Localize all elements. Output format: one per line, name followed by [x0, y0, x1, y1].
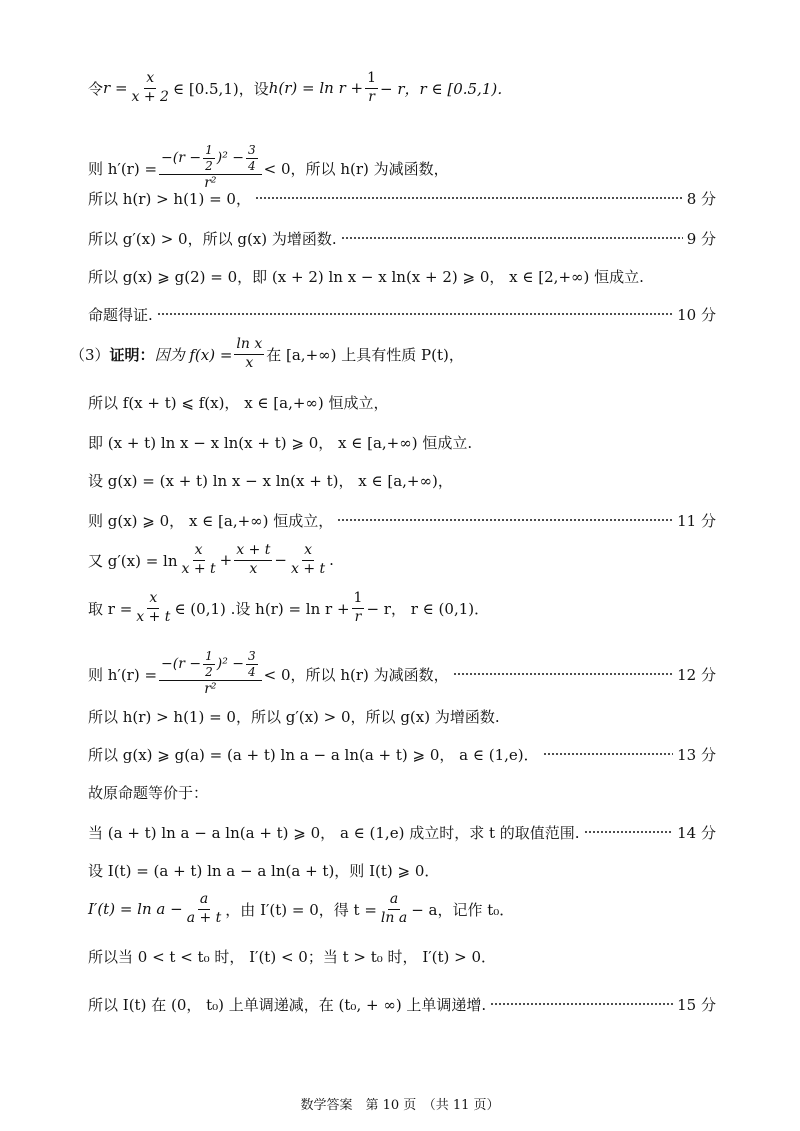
- fraction: −(r − $\frac{1}{2}$ )² − $\frac{3}{4}$ r²: [159, 650, 262, 698]
- fraction: $\frac{x + t}{x}$: [236, 542, 271, 577]
- line-f-inequality: 所以 f(x + t) ⩽ f(x)， x ∈ [a,+∞) 恒成立，: [88, 393, 389, 412]
- leader-dots: [543, 753, 673, 755]
- line-proved: 命题得证. 10 分: [88, 305, 716, 324]
- fraction: $\frac{x}{x + t}$: [181, 542, 216, 577]
- line-let-r: 令 r = $\frac{x}{x + 2}$ ∈ [0.5,1)，设 h(r) = ln r + $\frac{1}{r}$ − r， r ∈ [0.5,1)．: [88, 70, 513, 105]
- fraction: $\frac{1}{r}$: [367, 70, 377, 105]
- fraction: $\frac{x}{x + t}$: [136, 590, 171, 625]
- leader-dots: [341, 237, 683, 239]
- leader-dots: [584, 831, 674, 833]
- leader-dots: [157, 313, 673, 315]
- line-define-g: 设 g(x) = (x + t) ln x − x ln(x + t)， x ∈ [a,+∞)，: [88, 471, 453, 490]
- line-part3-proof: （3） 证明： 因为 f(x) = $\frac{\text{ln x}}{x}$ 在 [a,+∞) 上具有性质 P(t)，: [70, 336, 464, 371]
- leader-dots: [255, 197, 683, 199]
- score-label: 8 分: [686, 189, 716, 208]
- fraction: $\frac{a}{a + t}$: [186, 891, 222, 926]
- line-h-positive: 所以 h(r) > h(1) = 0， 8 分: [88, 189, 716, 208]
- fraction: −(r − $\frac{1}{2}$ )² − $\frac{3}{4}$ r²: [159, 144, 262, 192]
- fraction: $\frac{a}{\text{ln a}}$: [380, 891, 408, 926]
- line-find-t-range: 当 (a + t) ln a − a ln(a + t) ⩾ 0， a ∈ (1,e) 成立时，求 t 的取值范围. 14 分: [88, 823, 716, 842]
- score-label: 11 分: [677, 511, 716, 530]
- score-label: 10 分: [677, 305, 716, 324]
- line-h-g-increasing: 所以 h(r) > h(1) = 0，所以 g′(x) > 0，所以 g(x) 为增函数.: [88, 707, 500, 726]
- score-label: 9 分: [686, 229, 716, 248]
- line-I-derivative: I′(t) = ln a − $\frac{a}{a + t}$ ，由 I′(t) = 0，得 t = $\frac{a}{\text{ln a}}$ − a，记作 t₀．: [88, 891, 515, 926]
- score-label: 13 分: [677, 745, 716, 764]
- fraction: $\frac{x}{x + 2}$: [131, 70, 169, 105]
- line-derivative-h-2: 则 h′(r) = −(r − $\frac{1}{2}$ )² − $\frac{3}{4}$ r² < 0，所以 h(r) 为减函数， 12 分: [88, 649, 716, 698]
- line-equivalent-statement: 故原命题等价于：: [88, 783, 209, 802]
- score-label: 14 分: [677, 823, 716, 842]
- line-equivalent: 即 (x + t) ln x − x ln(x + t) ⩾ 0， x ∈ [a,+∞) 恒成立.: [88, 433, 473, 452]
- leader-dots: [453, 673, 674, 675]
- line-I-monotonic: 所以 I(t) 在 (0， t₀) 上单调递减，在 (t₀, + ∞) 上单调递增. 15 分: [88, 995, 716, 1014]
- line-derivative-h: 则 h′(r) = −(r − $\frac{1}{2}$ )² − $\frac{3}{4}$ r² < 0，所以 h(r) 为减函数，: [88, 143, 449, 192]
- page-footer: 数学答案 第 10 页 （共 11 页）: [300, 1098, 500, 1113]
- score-label: 15 分: [677, 995, 716, 1014]
- fraction: $\frac{1}{r}$: [353, 590, 363, 625]
- line-define-I: 设 I(t) = (a + t) ln a − a ln(a + t)，则 I(t) ⩾ 0．: [88, 861, 440, 880]
- score-label: 12 分: [677, 665, 716, 684]
- line-I-sign: 所以当 0 < t < t₀ 时， I′(t) < 0；当 t > t₀ 时， I′(t) > 0．: [88, 947, 497, 966]
- fraction: $\frac{\text{ln x}}{x}$: [236, 336, 263, 371]
- line-take-r: 取 r = $\frac{x}{x + t}$ ∈ (0,1) .设 h(r) = ln r + $\frac{1}{r}$ − r， r ∈ (0,1)．: [88, 590, 490, 625]
- line-g-ge-0: 则 g(x) ⩾ 0， x ∈ [a,+∞) 恒成立， 11 分: [88, 511, 716, 530]
- line-g-derivative: 又 g′(x) = ln $\frac{x}{x + t}$ + $\frac{x + t}{x}$ − $\frac{x}{x + t}$ .: [88, 542, 334, 577]
- leader-dots: [490, 1003, 673, 1005]
- line-g-increasing: 所以 g′(x) > 0，所以 g(x) 为增函数. 9 分: [88, 229, 716, 248]
- line-g-ge-g2: 所以 g(x) ⩾ g(2) = 0，即 (x + 2) ln x − x ln(x + 2) ⩾ 0， x ∈ [2,+∞) 恒成立.: [88, 267, 644, 286]
- leader-dots: [337, 519, 673, 521]
- line-g-ge-ga: 所以 g(x) ⩾ g(a) = (a + t) ln a − a ln(a + t) ⩾ 0， a ∈ (1,e)． 13 分: [88, 745, 716, 764]
- fraction: $\frac{x}{x + t}$: [290, 542, 326, 577]
